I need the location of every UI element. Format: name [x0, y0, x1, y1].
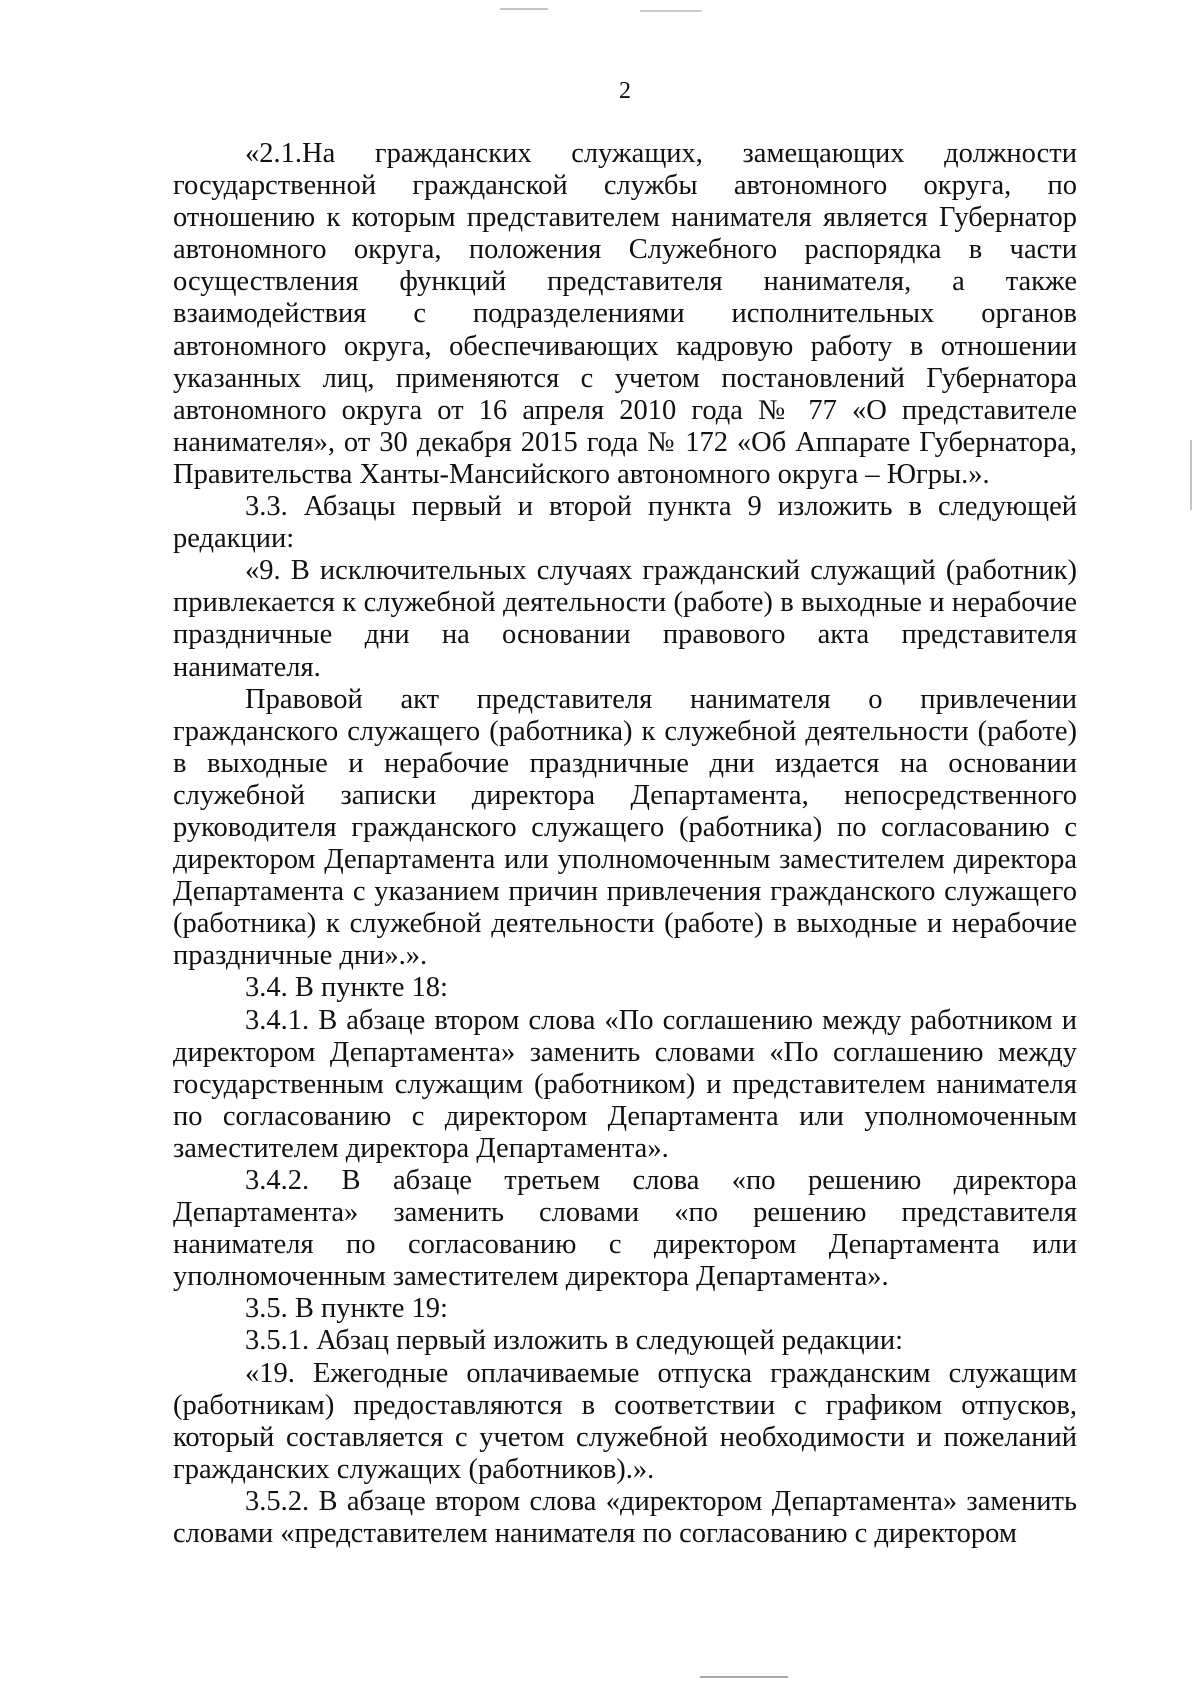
paragraph-3-4: 3.4. В пункте 18: — [245, 972, 448, 1004]
scan-mark-right-edge — [1190, 440, 1192, 510]
paragraph-3-3: 3.3. Абзацы первый и второй пункта 9 изложить в следующей редакции: — [173, 491, 1077, 555]
document-body — [173, 138, 1077, 1550]
paragraph-3-5: 3.5. В пункте 19: — [245, 1293, 448, 1325]
page-number: 2 — [619, 78, 631, 104]
scan-mark-top-right — [640, 10, 702, 12]
paragraph-19-quote: «19. Ежегодные оплачиваемые отпуска гражданским служащим (работникам) предоставляются в соответствии с графиком отпусков, который составляется с учетом служебной необходимости и пожеланий гражданских служащих (работников).». — [173, 1357, 1077, 1485]
paragraph-3-5-2: 3.5.2. В абзаце втором слова «директором Департамента» заменить словами «представителем нанимателя по согласованию с директором — [173, 1485, 1077, 1550]
scan-mark-top-left — [500, 8, 548, 10]
paragraph-3-5-1: 3.5.1. Абзац первый изложить в следующей редакции: — [245, 1325, 904, 1357]
paragraph-legal-act: Правовой акт представителя нанимателя о привлечении гражданского служащего (работника) к служебной деятельности (работе) в выходные и нерабочие праздничные дни издается на основании служебной записки директора Департамента, непосредственного руководителя гражданского служащего (работника) по согласованию с директором Департамента или уполномоченным заместителем директора Департамента с указанием причин привлечения гражданского служащего (работника) к служебной деятельности (работе) в выходные и нерабочие праздничные дни».». — [173, 683, 1077, 972]
scan-mark-bottom — [700, 1676, 788, 1678]
paragraph-3-4-2: 3.4.2. В абзаце третьем слова «по решению директора Департамента» заменить словами «по решению представителя нанимателя по согласованию с директором Департамента или уполномоченным заместителем директора Департамента». — [173, 1165, 1077, 1293]
paragraph-9-quote: «9. В исключительных случаях гражданский служащий (работник) привлекается к служебной деятельности (работе) в выходные и нерабочие праздничные дни на основании правового акта представителя нанимателя. — [173, 555, 1077, 683]
paragraph-3-4-1: 3.4.1. В абзаце втором слова «По соглашению между работником и директором Департамента» заменить словами «По соглашению между государственным служащим (работником) и представителем нанимателя по согласованию с директором Департамента или уполномоченным заместителем директора Департамента». — [173, 1004, 1077, 1164]
paragraph-2-1-quote: «2.1.На гражданских служащих, замещающих должности государственной гражданской службы автономного округа, по отношению к которым представителем нанимателя является Губернатор автономного округа, положения Служебного распорядка в части осуществления функций представителя нанимателя, а также взаимодействия с подразделениями исполнительных органов автономного округа, обеспечивающих кадровую работу в отношении указанных лиц, применяются с учетом постановлений Губернатора автономного округа от 16 апреля 2010 года № 77 «О представителе нанимателя», от 30 декабря 2015 года № 172 «Об Аппарате Губернатора, Правительства Ханты-Мансийского автономного округа – Югры.». — [173, 138, 1077, 490]
